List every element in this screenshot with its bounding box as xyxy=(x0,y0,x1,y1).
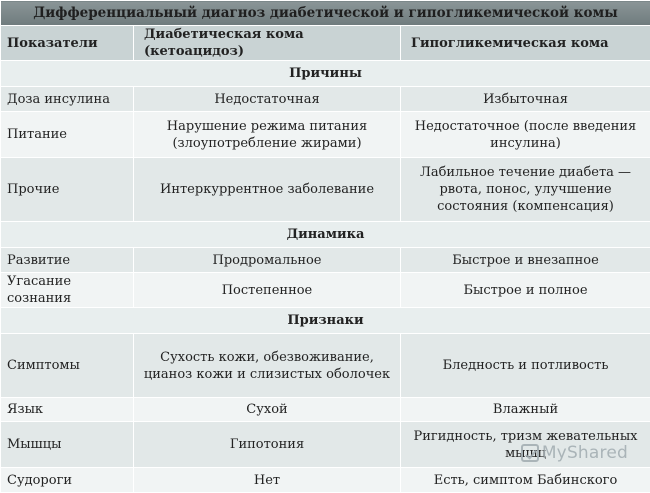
table-row xyxy=(1,273,650,308)
hypoglycemic-cell: Быстрое и внезапное xyxy=(401,248,650,273)
row-label: Развитие xyxy=(1,248,134,273)
watermark xyxy=(521,443,628,463)
row-label: Прочие xyxy=(1,158,134,222)
watermark-text: MyShared xyxy=(542,443,628,463)
section-row xyxy=(1,308,650,334)
table-row xyxy=(1,158,650,222)
myshared-logo-icon xyxy=(521,444,539,462)
header-diabetic-coma: Диабетическая кома (кетоацидоз) xyxy=(134,26,401,61)
diabetic-cell: Продромальное xyxy=(134,248,401,273)
table-row xyxy=(1,334,650,398)
header-row xyxy=(1,26,650,61)
hypoglycemic-cell: Бледность и потливость xyxy=(401,334,650,398)
row-label: Угасание сознания xyxy=(1,273,134,308)
header-hypoglycemic-coma: Гипогликемическая кома xyxy=(401,26,650,61)
header-indicator: Показатели xyxy=(1,26,134,61)
section-dynamics: Динамика xyxy=(1,222,650,248)
section-signs: Признаки xyxy=(1,308,650,334)
hypoglycemic-cell: Лабильное течение диабета — рвота, понос, улучшение состояния (компенсация) xyxy=(401,158,650,222)
diabetic-cell: Недостаточная xyxy=(134,87,401,112)
hypoglycemic-cell: Влажный xyxy=(401,398,650,422)
table-row xyxy=(1,398,650,422)
hypoglycemic-cell: Избыточная xyxy=(401,87,650,112)
table-row xyxy=(1,87,650,112)
diabetic-cell: Сухой xyxy=(134,398,401,422)
section-causes: Причины xyxy=(1,61,650,87)
table-row xyxy=(1,112,650,158)
hypoglycemic-cell: Есть, симптом Бабинского xyxy=(401,468,650,493)
hypoglycemic-cell: Быстрое и полное xyxy=(401,273,650,308)
table-title: Дифференциальный диагноз диабетической и гипогликемической комы xyxy=(1,1,650,26)
diabetic-cell: Гипотония xyxy=(134,422,401,468)
row-label: Язык xyxy=(1,398,134,422)
row-label: Симптомы xyxy=(1,334,134,398)
table-row xyxy=(1,248,650,273)
row-label: Мышцы xyxy=(1,422,134,468)
diabetic-cell: Нет xyxy=(134,468,401,493)
diabetic-cell: Сухость кожи, обезвоживание, цианоз кожи и слизистых оболочек xyxy=(134,334,401,398)
diabetic-cell: Нарушение режима питания (злоупотребление жирами) xyxy=(134,112,401,158)
title-row xyxy=(1,1,650,26)
row-label: Судороги xyxy=(1,468,134,493)
row-label: Питание xyxy=(1,112,134,158)
hypoglycemic-cell: Ригидность, тризм жевательных мышц xyxy=(401,422,650,468)
diabetic-cell: Интеркуррентное заболевание xyxy=(134,158,401,222)
hypoglycemic-cell: Недостаточное (после введения инсулина) xyxy=(401,112,650,158)
table-row xyxy=(1,468,650,493)
diabetic-cell: Постепенное xyxy=(134,273,401,308)
section-row xyxy=(1,222,650,248)
row-label: Доза инсулина xyxy=(1,87,134,112)
section-row xyxy=(1,61,650,87)
